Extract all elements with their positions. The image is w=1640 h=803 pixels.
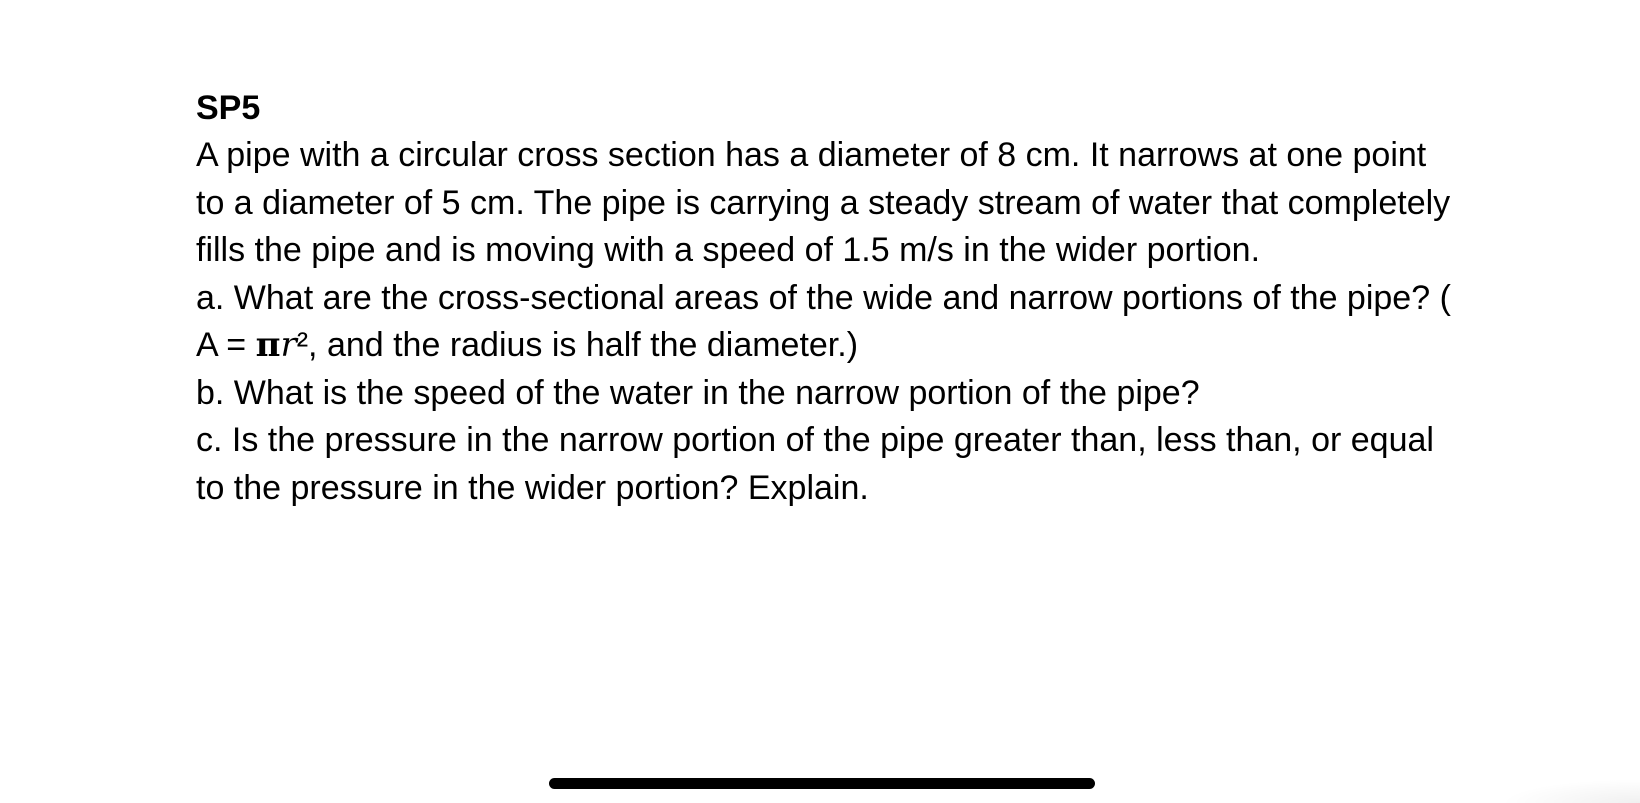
- problem-intro: A pipe with a circular cross section has a diameter of 8 cm. It narrows at one point to a diameter of 5 cm. The pipe is carrying a steady stream of water that completely fills the pipe and is moving with a speed of 1.5 m/s in the wider portion.: [196, 136, 1451, 269]
- question-b: b. What is the speed of the water in the narrow portion of the pipe?: [196, 373, 1200, 412]
- corner-shadow: [1500, 779, 1640, 803]
- formula-exponent: ²: [296, 326, 309, 364]
- question-a-text-end: , and the radius is half the diameter.): [308, 326, 859, 364]
- formula-pi: π: [255, 325, 281, 365]
- question-a: [196, 275, 1456, 370]
- home-indicator[interactable]: [549, 778, 1095, 789]
- problem-title: SP5: [196, 89, 261, 127]
- formula-r: r: [280, 325, 297, 365]
- question-c: c. Is the pressure in the narrow portion of the pipe greater than, less than, or equal to the pressure in the wider portion? Explain.: [196, 421, 1434, 507]
- question-a-text: a. What are the cross-sectional areas of the wide and narrow portions of the pipe? ( A =: [196, 278, 1451, 364]
- problem-content: [196, 84, 1456, 512]
